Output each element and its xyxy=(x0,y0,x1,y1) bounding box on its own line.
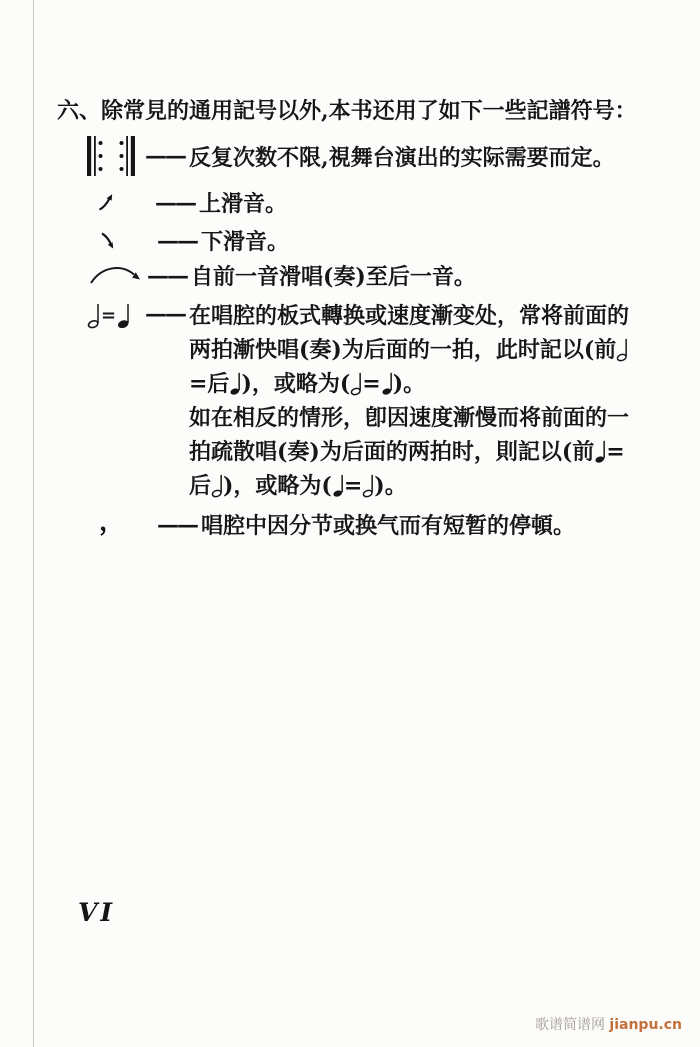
dash-connector: —— xyxy=(145,143,185,169)
equals-sign: = xyxy=(101,305,117,326)
text-segment: )，或略为( xyxy=(241,371,351,397)
scan-edge-line xyxy=(33,0,34,1047)
entry-description: 下滑音。 xyxy=(201,229,290,255)
text-segment: =后 xyxy=(189,439,625,499)
half-note-icon xyxy=(362,473,374,498)
half-note-icon xyxy=(616,337,628,362)
dash-connector: —— xyxy=(145,301,185,327)
quarter-note-icon xyxy=(381,371,393,396)
entry-description: 唱腔中因分节或换气而有短暂的停頓。 xyxy=(201,513,576,539)
tempo-paragraph-2 xyxy=(189,401,631,503)
text-segment: = xyxy=(362,371,381,397)
notation-entry-slide-up xyxy=(57,187,637,218)
text-segment: 如在相反的情形，卽因速度漸慢而将前面的一拍疏散唱(奏)为后面的两拍时，則記以(前 xyxy=(189,405,630,465)
scanned-page-content xyxy=(57,96,637,546)
half-note-icon xyxy=(211,473,223,498)
watermark-site-name: 歌谱简谱网 xyxy=(534,1017,605,1033)
breath-comma-glyph: ， xyxy=(99,506,126,537)
repeat-signs-icon xyxy=(87,135,145,177)
slide-down-arrow-icon xyxy=(87,231,157,250)
notation-entry-slide-arc xyxy=(57,260,637,291)
tempo-paragraph-1 xyxy=(189,299,631,401)
watermark-site-url[interactable]: jianpu.cn xyxy=(609,1017,682,1033)
entry-description: 上滑音。 xyxy=(199,191,288,217)
quarter-note-icon xyxy=(117,302,130,329)
text-segment: = xyxy=(343,473,363,499)
dash-connector: —— xyxy=(155,189,195,216)
text-segment: )。 xyxy=(374,473,407,499)
half-note-icon xyxy=(87,302,100,329)
notation-entry-breath xyxy=(57,506,637,540)
notation-entry-repeat xyxy=(57,135,637,177)
quarter-note-icon xyxy=(332,473,344,498)
quarter-note-icon xyxy=(594,439,606,464)
entry-description: 自前一音滑唱(奏)至后一音。 xyxy=(191,264,476,290)
section-heading: 六、除常見的通用記号以外,本书还用了如下一些記譜符号： xyxy=(57,98,637,124)
dash-connector: —— xyxy=(147,262,187,289)
text-segment: 在唱腔的板式轉换或速度漸变处，常将前面的两拍漸快唱(奏)为后面的一拍，此时記以(前 xyxy=(189,303,630,363)
dash-connector: —— xyxy=(157,227,197,254)
notation-entry-tempo-change xyxy=(57,299,637,503)
entry-description: 反复次数不限,視舞台演出的实际需要而定。 xyxy=(189,144,615,171)
text-segment: =后 xyxy=(189,371,230,397)
tempo-description xyxy=(189,299,631,503)
text-segment: )。 xyxy=(392,371,426,397)
quarter-note-icon xyxy=(229,371,241,396)
half-note-icon xyxy=(350,371,362,396)
text-segment: )，或略为( xyxy=(223,473,332,499)
breath-comma-icon xyxy=(87,506,157,537)
page-number: VI xyxy=(78,898,116,927)
watermark xyxy=(535,1014,682,1034)
slide-arc-arrow-icon xyxy=(87,264,147,288)
slide-up-arrow-icon xyxy=(87,193,155,212)
notation-entry-slide-down xyxy=(57,225,637,256)
dash-connector: —— xyxy=(157,511,197,538)
tempo-symbol xyxy=(87,302,145,329)
